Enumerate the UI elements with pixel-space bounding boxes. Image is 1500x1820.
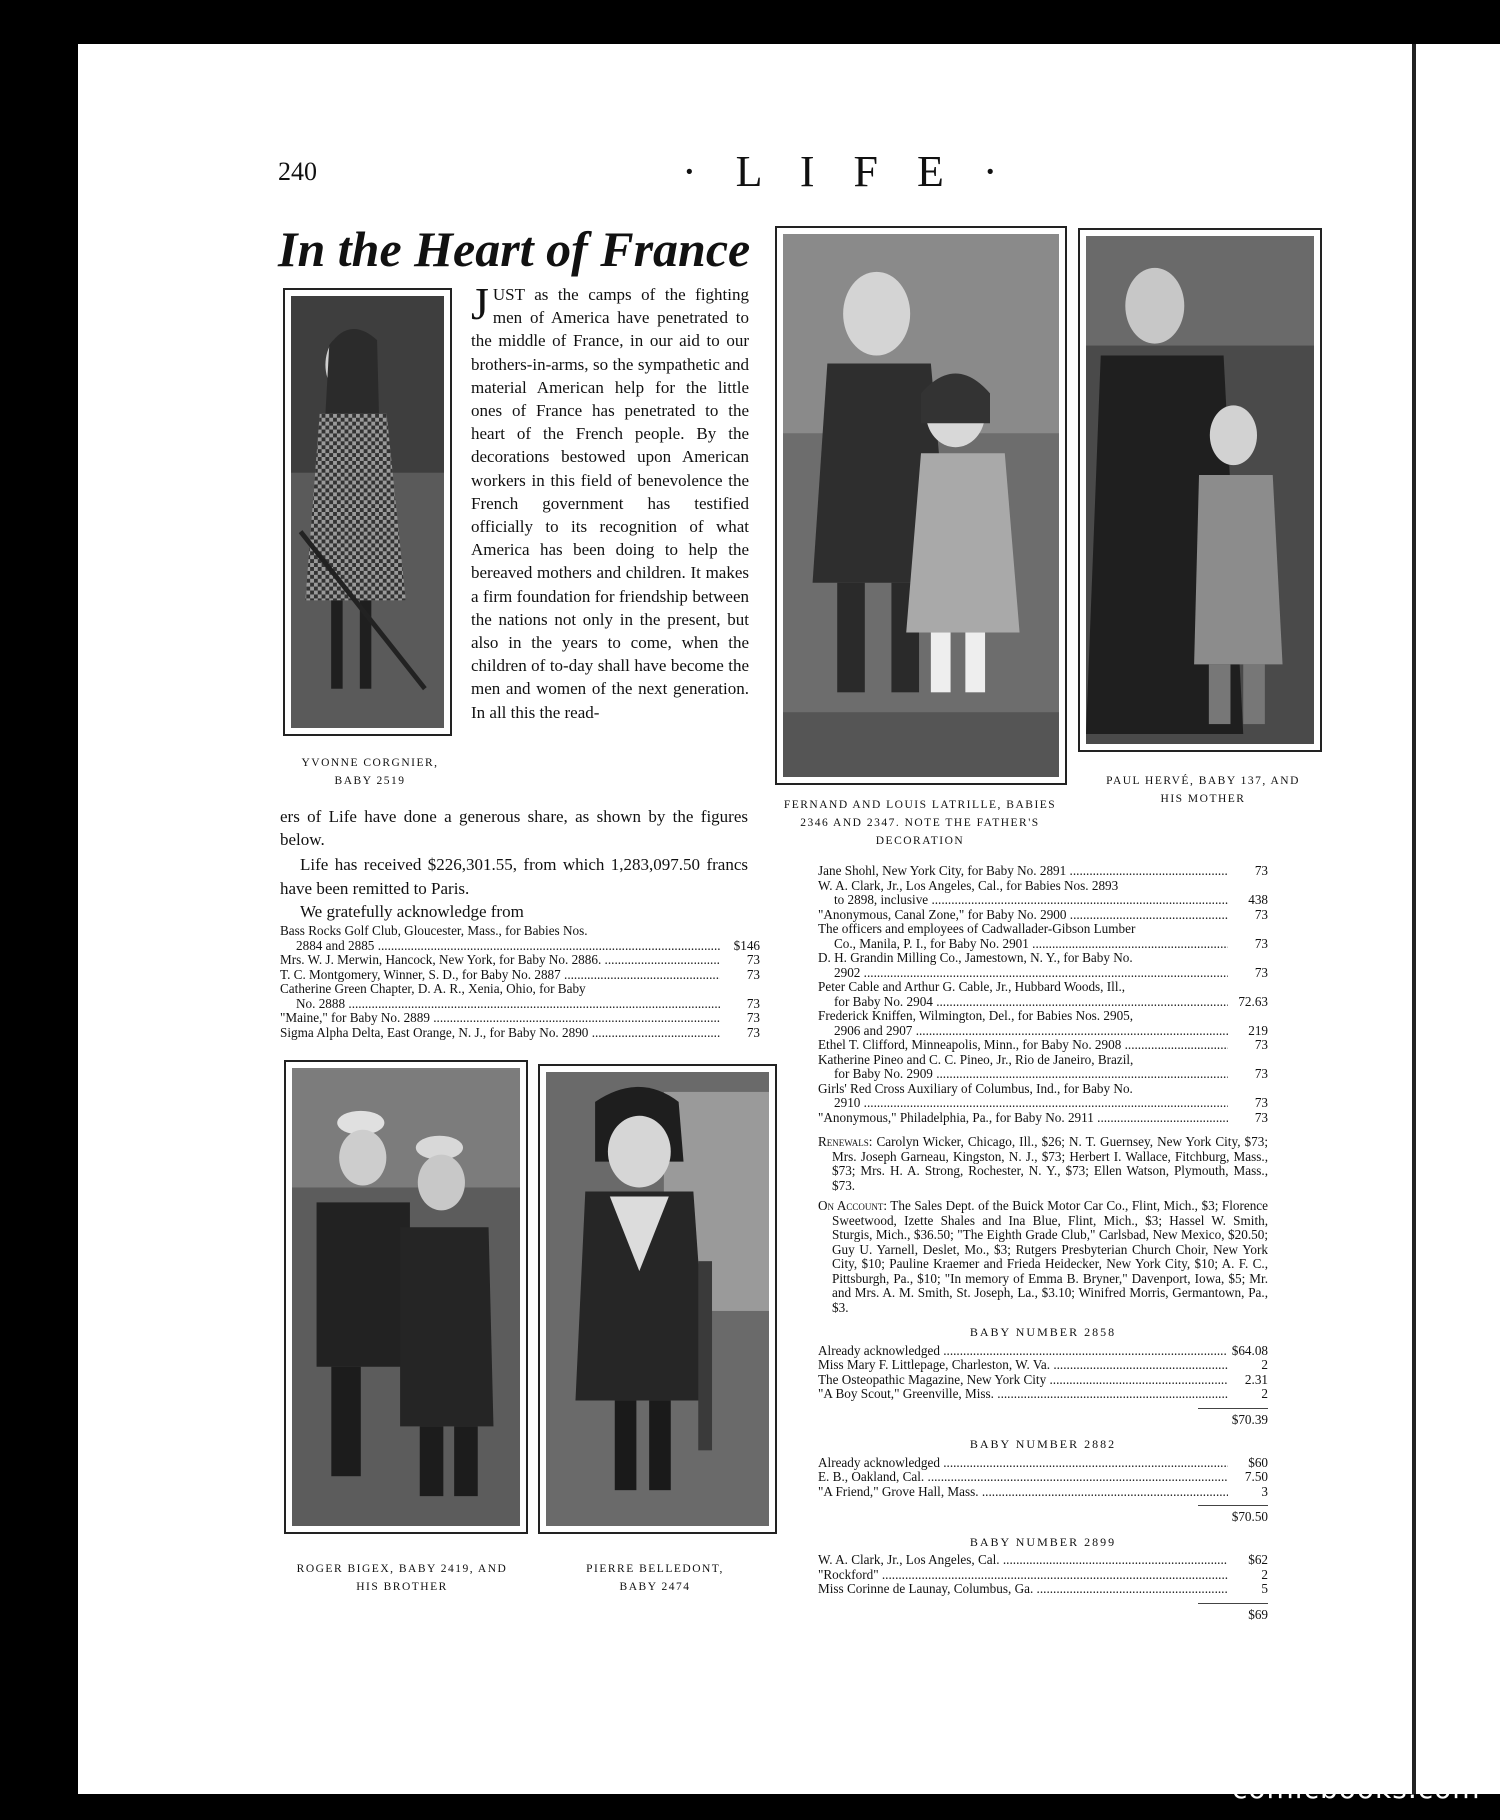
donation-row — [818, 1568, 1268, 1583]
donation-text: "Anonymous, Canal Zone," for Baby No. 2900 ..... — [818, 908, 1228, 923]
donation-amount: 73 — [746, 995, 760, 1011]
donation-row — [818, 937, 1268, 952]
baby-2858-total: $70.39 — [1198, 1408, 1268, 1428]
donation-row — [818, 1082, 1268, 1097]
magazine-title: · L I F E · — [682, 147, 1012, 196]
site-watermark: comicbooks.com — [1232, 1772, 1481, 1805]
donation-row — [818, 1582, 1268, 1597]
donation-row — [818, 1485, 1268, 1500]
donation-text: Catherine Green Chapter, D. A. R., Xenia, Ohio, for Baby — [280, 982, 586, 996]
donation-row — [818, 1387, 1268, 1402]
donation-amount: 72.63 — [1238, 993, 1268, 1009]
donation-row — [818, 1096, 1268, 1111]
donation-text: Miss Corinne de Launay, Columbus, Ga. ..... — [818, 1582, 1228, 1597]
donation-text: Co., Manila, P. I., for Baby No. 2901 ..... — [834, 937, 1228, 952]
donation-row — [818, 951, 1268, 966]
donations-column-right — [818, 864, 1268, 1622]
donation-row — [818, 1053, 1268, 1068]
drop-cap: J — [471, 278, 489, 329]
donation-text: to 2898, inclusive ..... — [834, 893, 1228, 908]
baby-2882-total: $70.50 — [1198, 1505, 1268, 1525]
donation-text: Peter Cable and Arthur G. Cable, Jr., Hubbard Woods, Ill., — [818, 980, 1126, 994]
photo-yvonne-corgnier — [283, 288, 452, 736]
donation-text: Bass Rocks Golf Club, Gloucester, Mass., for Babies Nos. — [280, 924, 588, 938]
donation-amount: 2 — [1261, 1357, 1268, 1372]
donation-text: Katherine Pineo and C. C. Pineo, Jr., Rio de Janeiro, Brazil, — [818, 1052, 1134, 1067]
donation-text: W. A. Clark, Jr., Los Angeles, Cal. ..... — [818, 1553, 1228, 1568]
donation-amount: 5 — [1261, 1581, 1268, 1596]
donation-text: The officers and employees of Cadwallader-Gibson Lumber — [818, 922, 1136, 936]
donation-amount: 73 — [746, 966, 760, 982]
donation-row — [818, 1344, 1268, 1359]
article-full-text: ers of Life have done a generous share, as shown by the figures below. Life has received $226,301.55, from which 1,283,097.50 francs have been remitted to Paris. We gratefully acknowledge from — [280, 807, 748, 921]
donation-amount: $146 — [733, 937, 760, 953]
donation-row — [280, 968, 760, 983]
baby-2858-heading: BABY NUMBER 2858 — [969, 1325, 1117, 1339]
donation-text: W. A. Clark, Jr., Los Angeles, Cal., for Babies Nos. 2893 — [818, 878, 1119, 893]
donation-amount: 2 — [1261, 1566, 1268, 1582]
donation-text: The Osteopathic Magazine, New York City ..... — [818, 1373, 1228, 1388]
donation-text: for Baby No. 2904 ..... — [834, 995, 1228, 1010]
donation-text: "Anonymous," Philadelphia, Pa., for Baby No. 2911 ..... — [818, 1111, 1228, 1126]
donation-text: "A Boy Scout," Greenville, Miss. ..... — [818, 1387, 1228, 1402]
baby-2899-heading: BABY NUMBER 2899 — [969, 1534, 1117, 1549]
donation-amount — [1228, 922, 1268, 937]
donation-amount: 73 — [1254, 906, 1268, 922]
donation-text: Girls' Red Cross Auxiliary of Columbus, Ind., for Baby No. — [818, 1081, 1133, 1096]
donation-amount — [1228, 951, 1268, 966]
mother-and-child-portrait-icon — [1086, 236, 1314, 744]
donation-amount: 3 — [1261, 1483, 1268, 1499]
donation-row — [280, 924, 760, 939]
donation-row — [818, 1373, 1268, 1388]
donation-text: Already acknowledged ..... — [818, 1344, 1226, 1359]
donation-amount: 73 — [1254, 935, 1268, 951]
child-portrait-icon — [291, 296, 444, 728]
donation-row — [280, 982, 760, 997]
donation-row — [818, 980, 1268, 995]
donation-amount — [720, 924, 760, 939]
photo-latrille-brothers — [775, 226, 1067, 785]
donation-text: Frederick Kniffen, Wilmington, Del., for Babies Nos. 2905, — [818, 1009, 1134, 1023]
donations-list-left — [280, 924, 760, 1040]
photo-pierre-belledont — [538, 1064, 777, 1534]
donation-text: 2884 and 2885 ..... — [296, 939, 720, 954]
caption-herve: PAUL HERVÉ, BABY 137, AND HIS MOTHER — [1106, 775, 1300, 805]
baby-2882-heading: BABY NUMBER 2882 — [969, 1437, 1117, 1451]
donation-amount: 73 — [746, 952, 760, 967]
donation-row — [818, 864, 1268, 879]
baby-2882-list — [818, 1456, 1268, 1500]
donation-row — [818, 1038, 1268, 1053]
donation-row — [818, 995, 1268, 1010]
children-portrait-icon — [783, 234, 1059, 777]
donation-text: "Rockford" ..... — [818, 1568, 1228, 1583]
donation-amount — [1228, 1053, 1268, 1068]
donations-list-right — [818, 864, 1268, 1125]
donation-amount: $64.08 — [1231, 1342, 1268, 1358]
photo-paul-herve — [1078, 228, 1322, 752]
donation-text: "A Friend," Grove Hall, Mass. ..... — [818, 1485, 1228, 1500]
donation-row — [818, 1358, 1268, 1373]
donation-amount: 73 — [746, 1024, 760, 1040]
donation-text: Ethel T. Clifford, Minneapolis, Minn., for Baby No. 2908 ..... — [818, 1038, 1228, 1053]
donation-text: E. B., Oakland, Cal. ..... — [818, 1470, 1228, 1485]
donation-amount: 2.31 — [1244, 1371, 1268, 1387]
donation-text: No. 2888 ..... — [296, 997, 720, 1012]
donation-text: Miss Mary F. Littlepage, Charleston, W. Va. ..... — [818, 1358, 1228, 1373]
donation-amount: 438 — [1248, 892, 1268, 907]
photo-roger-bigex — [284, 1060, 528, 1534]
donation-amount: 73 — [1254, 1066, 1268, 1081]
donation-amount: 73 — [1254, 964, 1268, 980]
donation-row — [280, 997, 760, 1012]
renewals-paragraph: Renewals: Carolyn Wicker, Chicago, Ill., $26; N. T. Guernsey, New York City, $73; Mrs. Joseph Garneau, Kingston, N. J., $73; Herbert I. Wallace, Fitchburg, Mass., $73; Mrs. H. A. Strong, Rochester, N. Y., $73; Ellen Watson, Plymouth, Mass., $73. — [818, 1134, 1268, 1193]
donation-text: D. H. Grandin Milling Co., Jamestown, N. Y., for Baby No. — [818, 951, 1133, 965]
donation-row — [818, 966, 1268, 981]
on-account-paragraph: On Account: The Sales Dept. of the Buick Motor Car Co., Flint, Mich., $3; Florence Sweetwood, Izette Shales and Ina Blue, Flint, Mich., $3; Hassel W. Smith, Sturgis, Mich., $36.50; "The Eighth Grade Club," Carlsbad, New Mexico, $20.50; Guy U. Yarnell, Deslet, Mo., $3; Rutgers Presbyterian Church Choir, New York City, $10; Pauline Kraemer and Frieda Heidecker, New York City, $10; A. F. C., Pittsburgh, Pa., $10; "In memory of Emma B. Bryner," Davenport, Iowa, $5; Mr. and Mrs. A. M. Smith, St. Joseph, La., $3.10; Winifred Morris, Germantown, Pa., $3. — [818, 1198, 1269, 1315]
donation-row — [818, 1067, 1268, 1082]
donation-row — [818, 1024, 1268, 1039]
article-title: In the Heart of France — [278, 221, 751, 277]
donation-row — [818, 1456, 1268, 1471]
donation-text: 2910 ..... — [834, 1096, 1228, 1111]
donation-row — [818, 908, 1268, 923]
donation-amount — [1228, 1082, 1268, 1097]
brothers-portrait-icon — [292, 1068, 520, 1526]
donation-text: T. C. Montgomery, Winner, S. D., for Baby No. 2887 ..... — [280, 968, 720, 983]
caption-latrille: FERNAND AND LOUIS LATRILLE, BABIES 2346 AND 2347. NOTE THE FATHER'S DECORATION — [783, 799, 1057, 847]
donation-row — [818, 922, 1268, 937]
donation-row — [818, 1111, 1268, 1126]
donation-row — [818, 1009, 1268, 1024]
donation-row — [818, 1470, 1268, 1485]
baby-2858-list — [818, 1344, 1268, 1402]
donation-text: 2902 ..... — [834, 966, 1228, 981]
donation-amount: 7.50 — [1244, 1469, 1268, 1484]
donation-amount — [1228, 980, 1268, 995]
donation-row — [818, 893, 1268, 908]
donation-amount — [720, 982, 760, 997]
caption-yvonne: YVONNE CORGNIER, BABY 2519 — [301, 757, 439, 787]
donation-amount: 73 — [1254, 1109, 1268, 1125]
caption-belledont: PIERRE BELLEDONT, BABY 2474 — [586, 1563, 724, 1593]
donation-row — [818, 1553, 1268, 1568]
donation-text: "Maine," for Baby No. 2889 ..... — [280, 1011, 720, 1026]
donation-row — [818, 879, 1268, 894]
donation-amount: 219 — [1248, 1022, 1268, 1038]
donation-text: Already acknowledged ..... — [818, 1456, 1228, 1471]
donation-text: Mrs. W. J. Merwin, Hancock, New York, for Baby No. 2886. ..... — [280, 953, 720, 968]
baby-2899-list — [818, 1553, 1268, 1597]
page-number: 240 — [278, 157, 317, 186]
donation-amount: 73 — [746, 1010, 760, 1025]
donation-amount: 73 — [1254, 863, 1268, 878]
donation-row — [280, 939, 760, 954]
donation-amount: $60 — [1248, 1454, 1268, 1470]
donation-amount — [1228, 879, 1268, 894]
article-column-text: JUST as the camps of the fighting men of America have penetrated to the middle of France, in our aid to our brothers-in-arms, so the sympathetic and material American help for the little ones of France has penetrated to the heart of the French people. By the decorations bestowed upon American workers in this field of benevolence the French government has testified officially to its recognition of what America has been doing to help the bereaved mothers and children. It makes a firm foundation for friendship between the nations not only in the present, but also in the years to come, when the children of to-day shall have become the men and women of the next generation. In all this the read- — [471, 278, 749, 722]
donation-text: Jane Shohl, New York City, for Baby No. 2891 ..... — [818, 864, 1228, 879]
donation-amount — [1228, 1009, 1268, 1024]
child-sailor-suit-portrait-icon — [546, 1072, 769, 1526]
adjacent-page-edge — [1412, 44, 1500, 1794]
donation-text: for Baby No. 2909 ..... — [834, 1067, 1228, 1082]
donation-amount: 73 — [1254, 1037, 1268, 1052]
caption-bigex: ROGER BIGEX, BABY 2419, AND HIS BROTHER — [296, 1563, 508, 1593]
donation-amount: 73 — [1254, 1095, 1268, 1110]
donation-amount: 2 — [1261, 1386, 1268, 1401]
baby-2899-total: $69 — [1198, 1603, 1268, 1623]
donation-text: 2906 and 2907 ..... — [834, 1024, 1228, 1039]
donation-row — [280, 953, 760, 968]
donation-row — [280, 1011, 760, 1026]
donation-text: Sigma Alpha Delta, East Orange, N. J., for Baby No. 2890 ..... — [280, 1026, 720, 1041]
donation-row — [280, 1026, 760, 1041]
donation-amount: $62 — [1248, 1552, 1268, 1567]
